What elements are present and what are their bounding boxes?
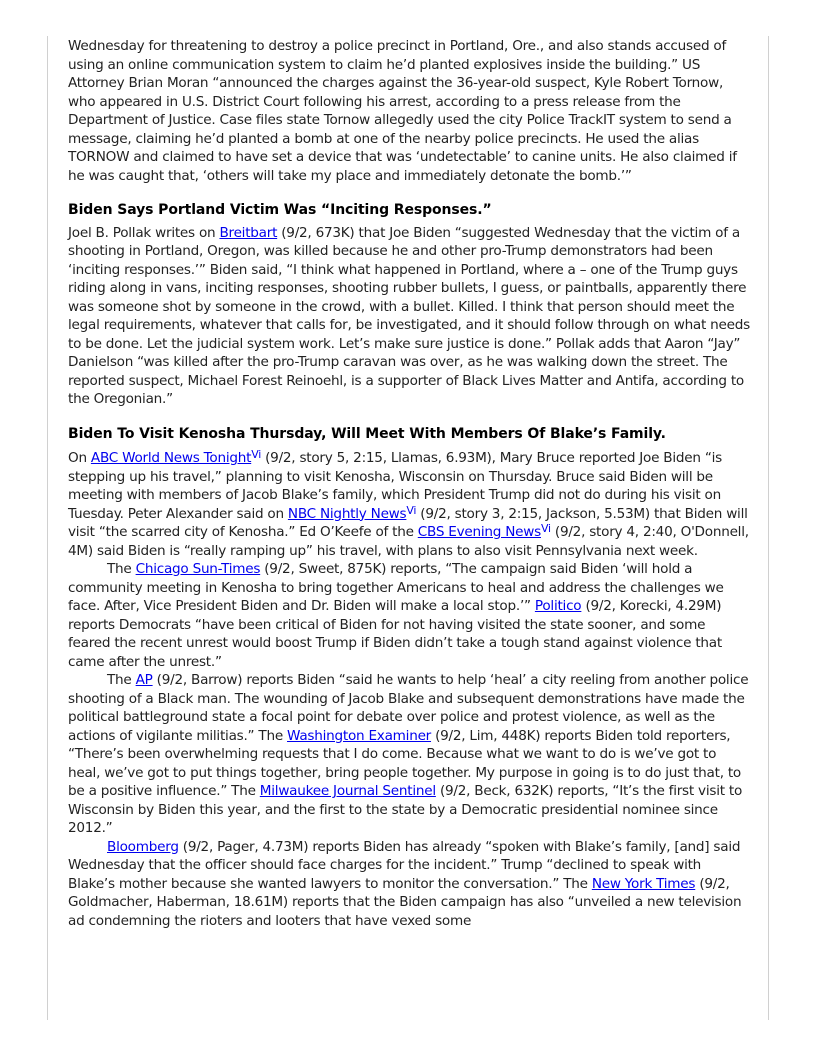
left-margin-rule	[47, 36, 48, 1020]
text: (9/2, Korecki, 4.29M) reports Democrats “have been critical of Biden for not having visited the state sooner, and some feared the recent unrest would boost Trump if Biden didn’t take a tough stand against violence that came after the unrest.”	[68, 598, 722, 670]
paragraph-bloomberg	[68, 838, 750, 931]
text: On	[68, 450, 91, 466]
paragraph-sun-times	[68, 560, 750, 671]
link-ap[interactable]: AP	[135, 672, 153, 688]
heading-portland-victim: Biden Says Portland Victim Was “Inciting Responses.”	[68, 202, 492, 218]
paragraph-network-news	[68, 449, 750, 560]
text: (9/2, story 3, 2:15, Jackson, 5.53M) that Biden will visit “the scarred city of Kenosha.” Ed O’Keefe of the	[68, 505, 748, 540]
link-new-york-times[interactable]: New York Times	[591, 875, 696, 892]
text: (9/2, Pager, 4.73M) reports Biden has already “spoken with Blake’s family, [and] said Wednesday that the officer should face charges for the incident.” Trump “declined to speak with Blake’s mother because she wanted lawyers to monitor the conversation.” The	[68, 838, 741, 892]
link-washington-examiner[interactable]: Washington Examiner	[287, 727, 432, 744]
link-bloomberg[interactable]: Bloomberg	[107, 838, 179, 855]
video-marker[interactable]: Vi	[540, 522, 551, 535]
text: (9/2, story 4, 2:40, O'Donnell, 4M) said Biden is “really ramping up” his travel, with plans to also visit Pennsylvania next week.	[68, 524, 749, 559]
text: Joel B. Pollak writes on	[68, 224, 220, 241]
text: (9/2, 673K) that Joe Biden “suggested Wednesday that the victim of a shooting in Portland, Oregon, was killed because he and other pro-Trump demonstrators had been ‘inciting responses.’” Biden said, “I think what happened in Portland, where a – one of the Trump guys riding along in vans, inciting responses, shooting rubber bullets, I guess, or paintballs, apparently there was someone shot by someone in the crowd, with a bullet. Killed. I think that person should meet the legal requirements, whatever that calls for, be investigated, and it should follow through on what needs to be done. Let the judicial system work. Let’s make sure justice is done.” Pollak adds that Aaron “Jay” Danielson “was killed after the pro-Trump caravan was over, as he was walking down the street. The reported suspect, Michael Forest Reinoehl, is a supporter of Black Lives Matter and Antifa, according to the Oregonian.”	[68, 224, 750, 407]
text: (9/2, Beck, 632K) reports, “It’s the first visit to Wisconsin by Biden this year, and the first to the state by a Democratic presidential nominee since 2012.”	[68, 783, 743, 836]
link-abc-world-news-tonight[interactable]: ABC World News Tonight	[90, 450, 252, 466]
text: (9/2, Goldmacher, Haberman, 18.61M) reports that the Biden campaign has also “unveiled a new television ad condemning the rioters and looters that have vexed some	[68, 875, 742, 929]
document-body	[68, 37, 750, 930]
link-cbs-evening-news[interactable]: CBS Evening News	[417, 524, 541, 540]
link-politico[interactable]: Politico	[534, 598, 582, 614]
link-milwaukee-journal-sentinel[interactable]: Milwaukee Journal Sentinel	[259, 783, 436, 799]
paragraph-pollak	[68, 224, 750, 409]
paragraph-ap	[68, 671, 750, 838]
link-chicago-sun-times[interactable]: Chicago Sun-Times	[135, 561, 261, 577]
paragraph-tornow: Wednesday for threatening to destroy a police precinct in Portland, Ore., and also stands accused of using an online communication system to claim he’d planted explosives inside the building.” US Attorney Brian Moran “announced the charges against the 36-year-old suspect, Kyle Robert Tornow, who appeared in U.S. District Court following his arrest, according to a press release from the Department of Justice. Case files state Tornow allegedly used the city Police TrackIT system to send a message, claiming he’d planted a bomb at one of the nearby police precincts. He used the alias TORNOW and claimed to have set a device that was ‘undetectable’ to canine units. He also claimed if he was caught that, ‘others will take my place and immediately detonate the bomb.’”	[68, 38, 737, 184]
text: The	[107, 561, 136, 577]
video-marker[interactable]: Vi	[251, 448, 262, 461]
link-breitbart[interactable]: Breitbart	[219, 224, 278, 241]
link-nbc-nightly-news[interactable]: NBC Nightly News	[287, 505, 407, 522]
text: (9/2, story 5, 2:15, Llamas, 6.93M), Mary Bruce reported Joe Biden “is stepping up his travel,” planning to visit Kenosha, Wisconsin on Thursday. Bruce said Biden will be meeting with members of Jacob Blake’s family, which President Trump did not do during his visit on Tuesday. Peter Alexander said on	[68, 450, 722, 522]
text: The	[107, 672, 136, 688]
video-marker[interactable]: Vi	[406, 503, 417, 517]
text: (9/2, Barrow) reports Biden “said he wants to help ‘heal’ a city reeling from another police shooting of a Black man. The wounding of Jacob Blake and subsequent demonstrations have made the political battleground state a focal point for debate over police and protest violence, as well as the actions of vigilante militias.” The	[68, 672, 749, 744]
text: (9/2, Lim, 448K) reports Biden told reporters, “There’s been overwhelming requests that I do come. Because what we want to do is we’ve got to heal, we’ve got to put things together, bring people together. My purpose in going is to do just that, to be a positive influence.” The	[68, 727, 741, 799]
right-margin-rule	[768, 36, 769, 1020]
text: (9/2, Sweet, 875K) reports, “The campaign said Biden ‘will hold a community meeting in Kenosha to bring together Americans to heal and address the challenges we face. After, Vice President Biden and Dr. Biden will make a local stop.’”	[68, 561, 724, 614]
heading-kenosha-visit: Biden To Visit Kenosha Thursday, Will Meet With Members Of Blake’s Family.	[68, 425, 666, 442]
